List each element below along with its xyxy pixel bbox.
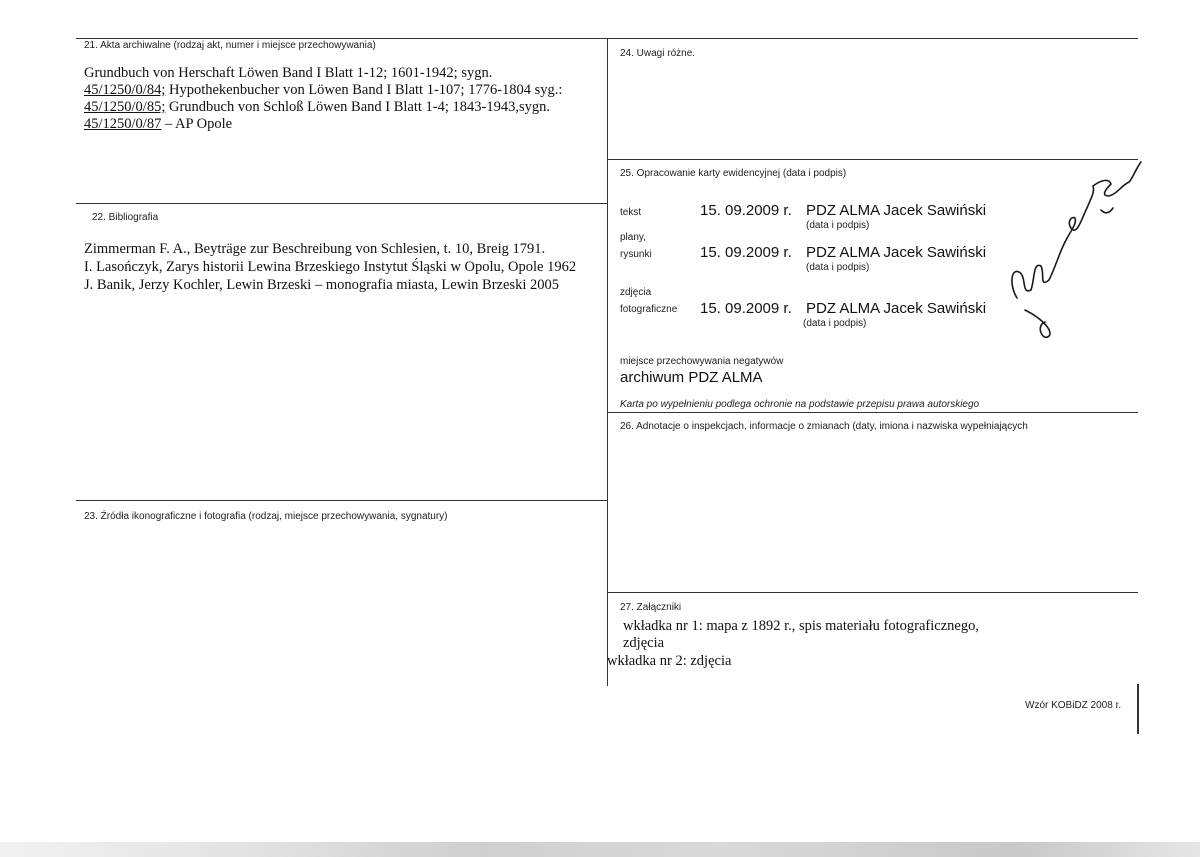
rule-top-right bbox=[608, 38, 1138, 39]
s25-row3-note: (data i podpis) bbox=[803, 318, 867, 329]
s21-line-1: Grundbuch von Herschaft Löwen Band I Blatt 1-12; 1601-1942; sygn. bbox=[84, 65, 493, 81]
s21-line-4 bbox=[84, 116, 232, 133]
s21-sygn-87: 45/1250/0/87 bbox=[84, 116, 162, 132]
s25-row1-date: 15. 09.2009 r. bbox=[700, 202, 792, 219]
s27-line-1: wkładka nr 1: mapa z 1892 r., spis materiału fotograficznego, bbox=[623, 618, 979, 634]
rule-top-left bbox=[76, 38, 608, 39]
s22-line-3: J. Banik, Jerzy Kochler, Lewin Brzeski – monografia miasta, Lewin Brzeski 2005 bbox=[84, 277, 559, 293]
s25-row2-cat1: plany, bbox=[620, 232, 646, 243]
s21-sygn-84: 45/1250/0/84; bbox=[84, 82, 166, 98]
s25-row1-cat: tekst bbox=[620, 207, 642, 218]
s21-line-2 bbox=[84, 82, 562, 99]
s21-line-3 bbox=[84, 99, 550, 116]
s27-line-3: wkładka nr 2: zdjęcia bbox=[607, 653, 732, 669]
s25-row1-note: (data i podpis) bbox=[806, 220, 870, 231]
s27-line-2: zdjęcia bbox=[623, 635, 665, 651]
center-divider bbox=[607, 38, 608, 686]
s22-line-2: I. Lasończyk, Zarys historii Lewina Brzeskiego Instytut Śląski w Opolu, Opole 1962 bbox=[84, 259, 577, 275]
scan-edge bbox=[0, 842, 1200, 857]
s26-label: 26. Adnotacje o inspekcjach, informacje o zmianach (daty, imiona i nazwiska wypełniających bbox=[620, 421, 1028, 432]
s22-line-1: Zimmerman F. A., Beyträge zur Beschreibung von Schlesien, t. 10, Breig 1791. bbox=[84, 241, 546, 257]
negatives-value: archiwum PDZ ALMA bbox=[620, 369, 763, 386]
s21-sygn-85: 45/1250/0/85; bbox=[84, 99, 166, 115]
s21-line-2-rest: Hypothekenbucher von Löwen Band I Blatt 1-107; 1776-1804 syg.: bbox=[165, 82, 563, 98]
s25-label: 25. Opracowanie karty ewidencyjnej (data i podpis) bbox=[620, 168, 847, 179]
s25-row3-author: PDZ ALMA Jacek Sawiński bbox=[806, 300, 987, 317]
negatives-label: miejsce przechowywania negatywów bbox=[620, 356, 784, 367]
s21-line-3-rest: Grundbuch von Schloß Löwen Band I Blatt 1-4; 1843-1943,sygn. bbox=[165, 99, 550, 115]
s25-row2-author: PDZ ALMA Jacek Sawiński bbox=[806, 244, 987, 261]
s24-label: 24. Uwagi różne. bbox=[620, 48, 696, 59]
s25-row3-date: 15. 09.2009 r. bbox=[700, 300, 792, 317]
s25-row2-date: 15. 09.2009 r. bbox=[700, 244, 792, 261]
s21-line-4-rest: – AP Opole bbox=[161, 116, 233, 132]
s25-row1-author: PDZ ALMA Jacek Sawiński bbox=[806, 202, 987, 219]
s23-label: 23. Źródła ikonograficzne i fotografia (rodzaj, miejsce przechowywania, sygnatury) bbox=[84, 511, 448, 522]
rule-27-top bbox=[608, 592, 1138, 593]
s25-row3-cat2: fotograficzne bbox=[620, 304, 678, 315]
s25-row2-note: (data i podpis) bbox=[806, 262, 870, 273]
s25-row2-cat2: rysunki bbox=[620, 249, 652, 260]
footer-bar bbox=[1137, 684, 1139, 734]
rule-23-top bbox=[76, 500, 608, 501]
signature-image bbox=[1005, 150, 1145, 345]
rule-22-top bbox=[76, 203, 608, 204]
s22-label: 22. Bibliografia bbox=[92, 212, 159, 223]
s27-label: 27. Załączniki bbox=[620, 602, 682, 613]
form-template-label: Wzór KOBiDZ 2008 r. bbox=[1025, 700, 1122, 711]
s21-label: 21. Akta archiwalne (rodzaj akt, numer i miejsce przechowywania) bbox=[84, 40, 376, 51]
s25-row3-cat1: zdjęcia bbox=[620, 287, 652, 298]
rule-26-top bbox=[608, 412, 1138, 413]
copyright-note: Karta po wypełnieniu podlega ochronie na podstawie przepisu prawa autorskiego bbox=[620, 399, 980, 410]
